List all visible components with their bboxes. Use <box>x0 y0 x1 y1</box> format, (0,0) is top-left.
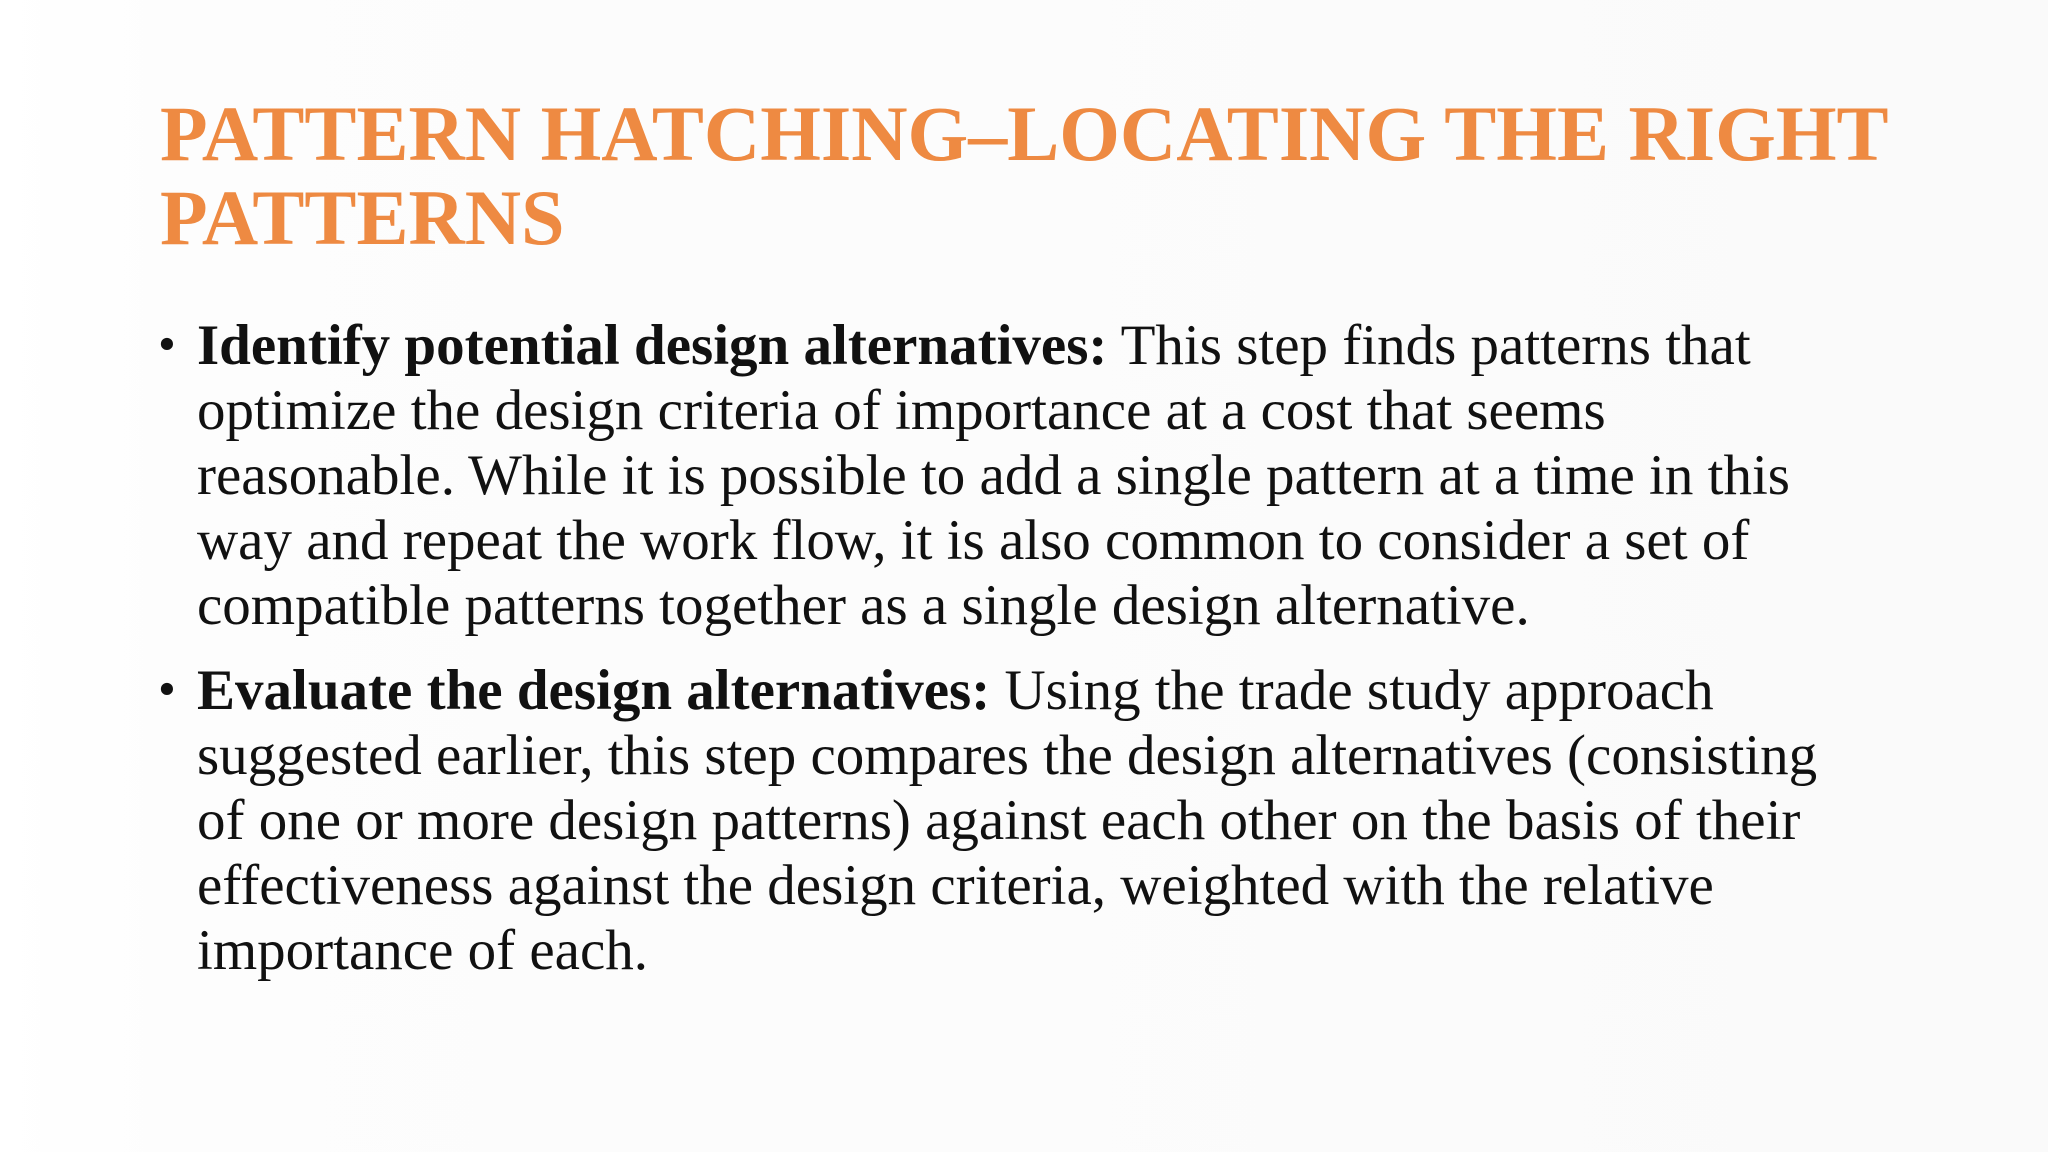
slide-title-line-1: PATTERN HATCHING–LOCATING THE RIGHT <box>160 90 1889 177</box>
slide-title <box>160 92 1920 260</box>
bullet-term: Identify potential design alternatives: <box>197 314 1108 377</box>
slide-title-line-2: PATTERNS <box>160 174 565 261</box>
bullet-text <box>197 658 1918 983</box>
bullet-text <box>197 313 1918 638</box>
bullet-list <box>158 313 1918 1003</box>
bullet-term: Evaluate the design alternatives: <box>197 659 991 722</box>
bullet-description: Using the trade study approach suggested earlier, this step compares the design alternatives (consisting of one or more design patterns) against each other on the basis of their effectiveness against the design criteria, weighted with the relative importance of each. <box>197 659 1818 982</box>
bullet-icon: • <box>158 662 176 718</box>
bullet-icon: • <box>158 317 176 373</box>
bullet-description: This step finds patterns that optimize the design criteria of importance at a cost that seems reasonable. While it is possible to add a single pattern at a time in this way and repeat the work flow, it is also common to consider a set of compatible patterns together as a single design alternative. <box>197 314 1790 637</box>
bullet-item-identify-alternatives <box>158 313 1918 638</box>
bullet-item-evaluate-alternatives <box>158 658 1918 983</box>
